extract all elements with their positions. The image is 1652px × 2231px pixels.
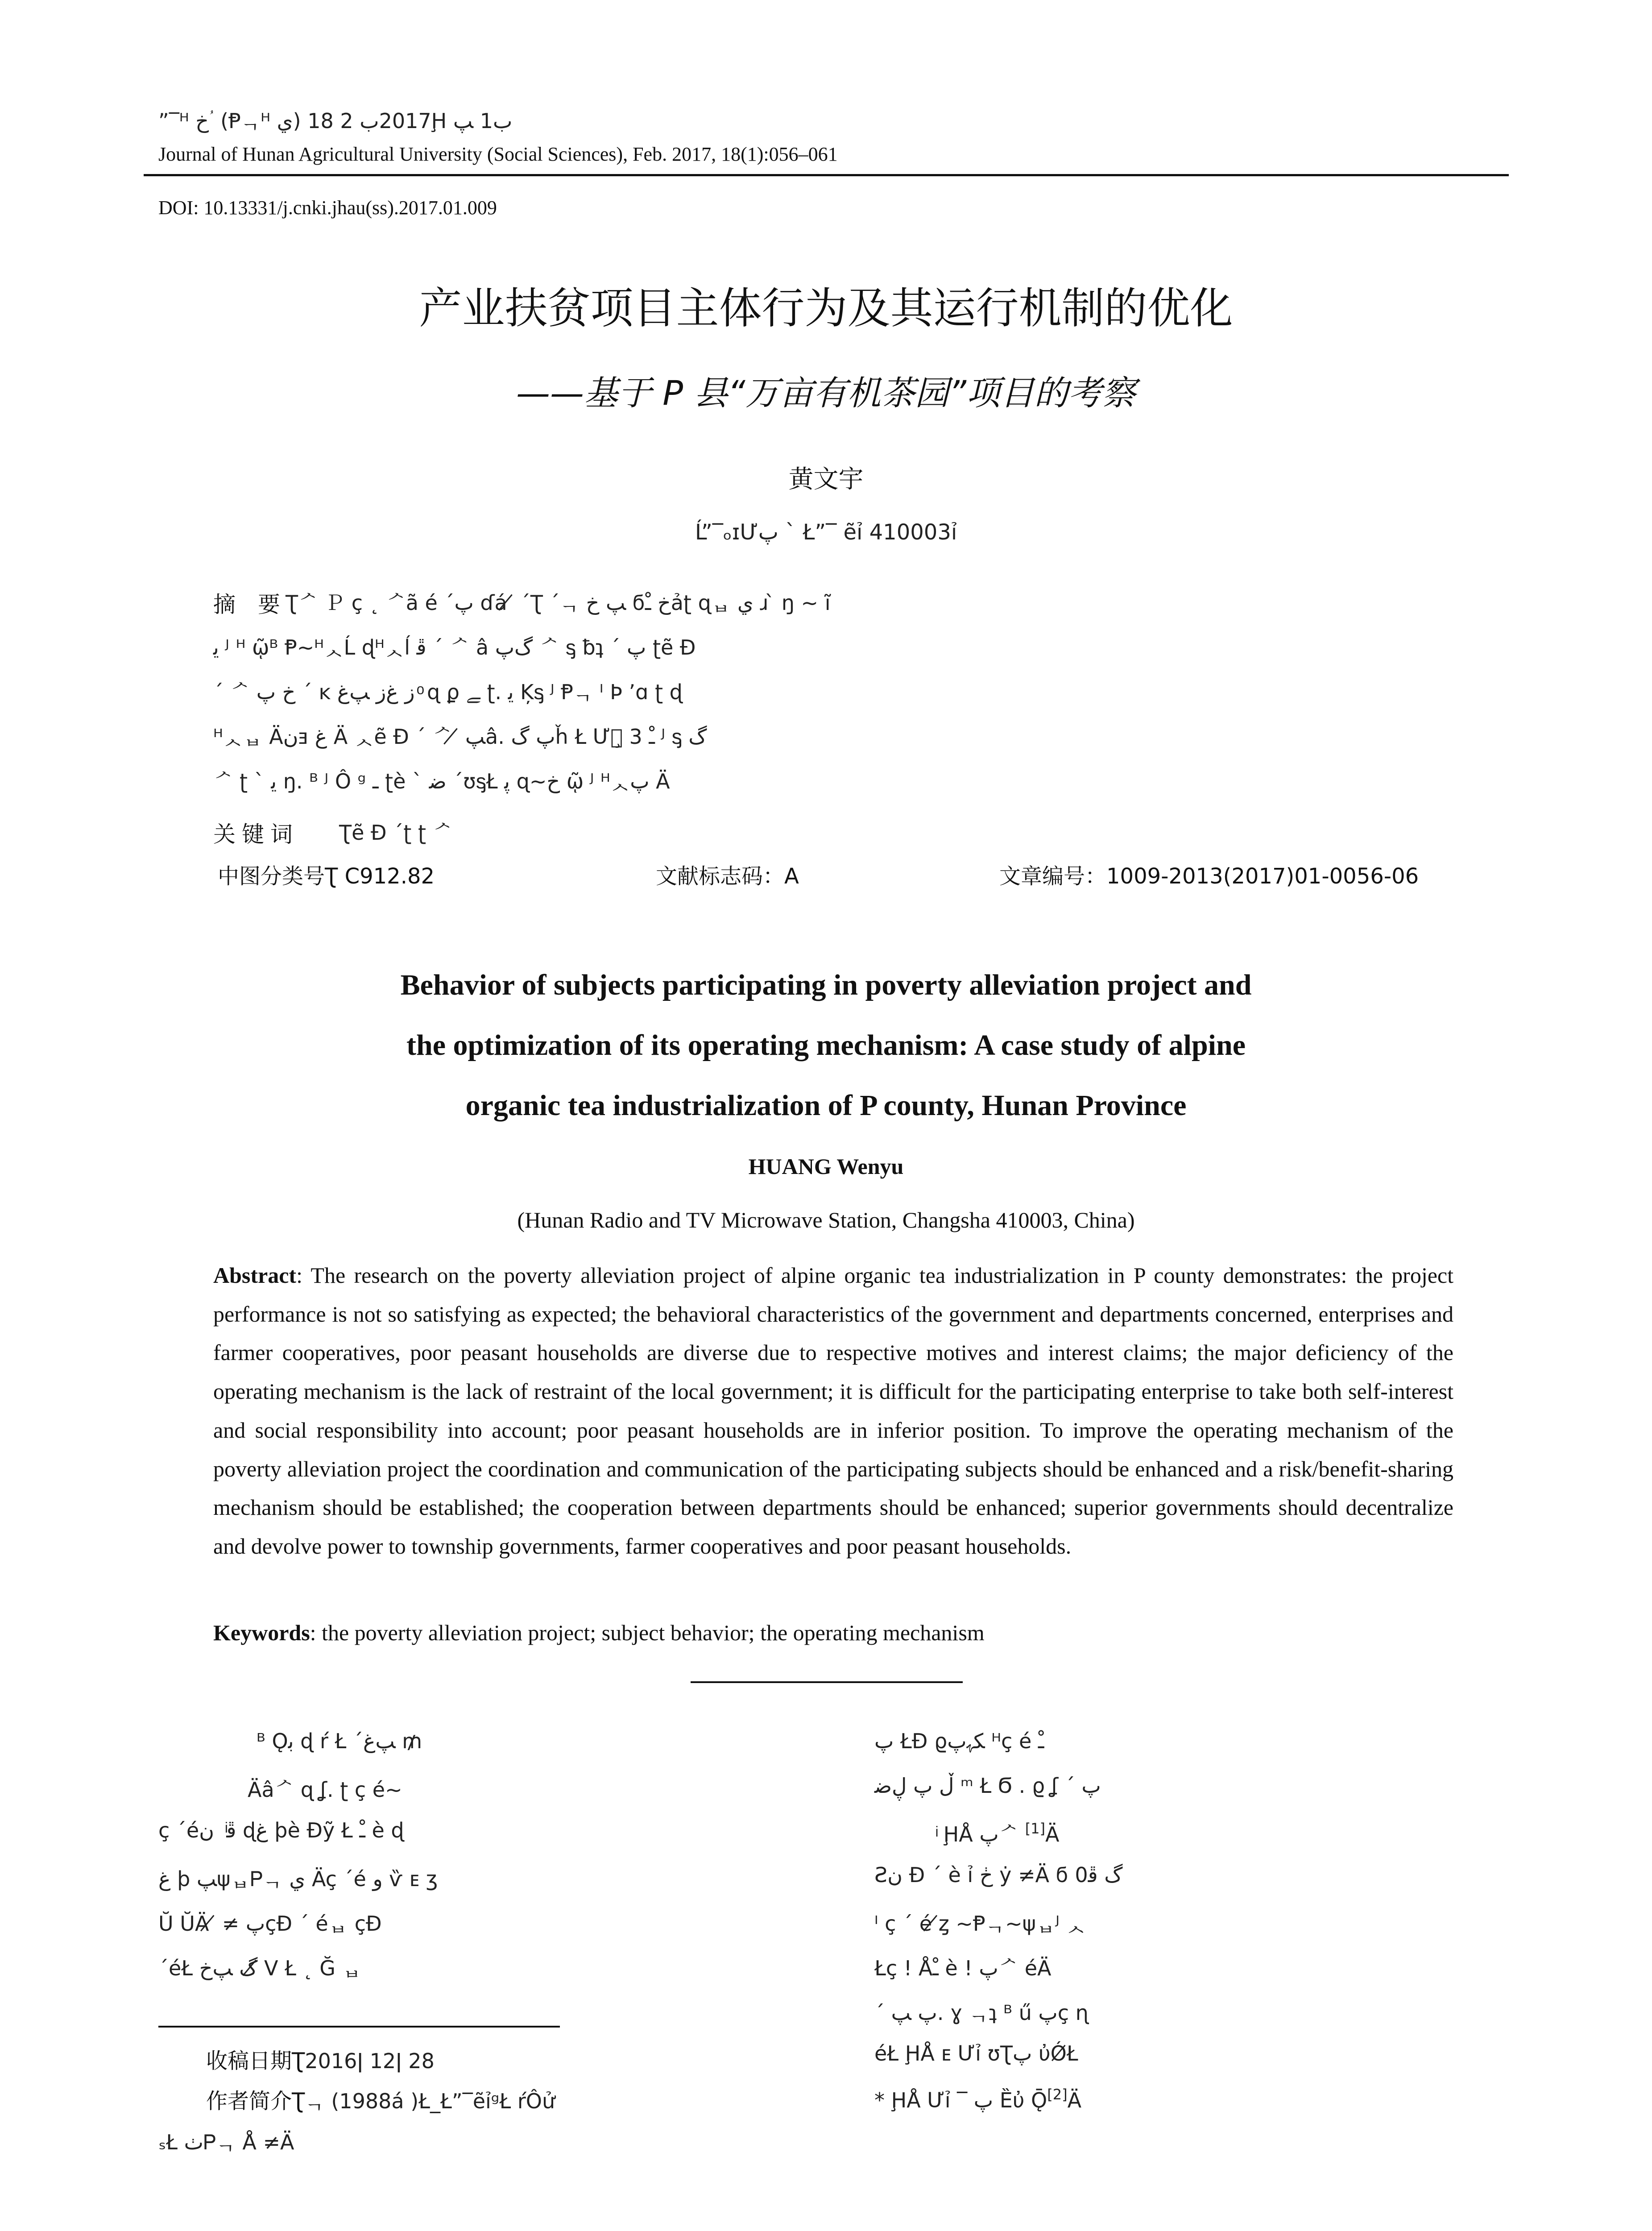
author-bio-line2: ₛŁ ﭞᏢᆨ Å ≠Ä bbox=[158, 2130, 294, 2154]
keywords-en-text: : the poverty alleviation project; subject behavior; the operating mechanism bbox=[310, 1620, 985, 1645]
keywords-cn-label: 关键词 bbox=[213, 821, 299, 847]
body-right-line: ͥ ḨÅ پᄼ [1]Ä bbox=[937, 1820, 1060, 1846]
article-number: 文章编号：1009-2013(2017)01-0056-06 bbox=[999, 864, 1419, 889]
document-code: 文献标志码：A bbox=[656, 864, 799, 889]
body-right-line: پ ŁĐ ϱﮑﮩپ ᴴç é ﹿ bbox=[874, 1729, 1044, 1753]
body-right-line: ڵ پ ڸﺿ ᵐ Ł Ϭ . ϱ ʆ ˊ پ bbox=[874, 1774, 1101, 1798]
subtitle-cn: ——基于 P 县“万亩有机茶园”项目的考察 bbox=[516, 373, 1136, 413]
received-date bbox=[206, 2044, 435, 2074]
bio-value: ᆨ (1988á )Ł_Ł”‾ẽỉᵍŁ ŕÔử bbox=[305, 2089, 555, 2113]
body-left-line: ç ˊéﭰ ͥ ﻥ ɖﻍ ϸè Đỹ Ł ﹿ è ɖ bbox=[158, 1818, 404, 1842]
body-right-line: Łç ! Åﹿ è ! پᄼ éÄ bbox=[874, 1956, 1052, 1980]
body-right-line: * ḨÅ Ưỉ ‾ پ Ȅὐ Ǭ[2]Ä bbox=[874, 2086, 1082, 2112]
title-cn: 产业扶贫项目主体行为及其运行机制的优化 bbox=[419, 283, 1233, 333]
title-en-line: organic tea industrialization of P county, Hunan Province bbox=[465, 1089, 1187, 1122]
footnote-rule bbox=[158, 2026, 560, 2028]
clc-number: 中图分类号Ʈ C912.82 bbox=[218, 864, 435, 889]
abstract-cn-label: 摘 要 bbox=[213, 592, 280, 618]
body-right-line: Ƨﻥ Đ ˊ è ỉ ڂ ẏ ≠Ä ϭ 0ﮒ ﭰ bbox=[874, 1863, 1123, 1887]
abstract-cn-line: ᄼ ʈ ˋ ﻳ ŋ. ᴮ ᴶ Ô ᵍ ـ ʈè ˋ ﺿ ˊʊᶊŁ ﭘ ɋ~خ ῷ ᴶ ᴴᆺپ Ä bbox=[213, 769, 670, 793]
body-left-line: Ŭ ŬÄ ̸ ≠ پçĐ ˊ éᆸ çĐ bbox=[158, 1912, 382, 1936]
section-divider bbox=[691, 1681, 963, 1683]
body-right-line: ˊ پ ﭗ. ɣ ᆨʇ ᴮ ű پç ɳ bbox=[874, 2001, 1089, 2025]
keywords-en-label: Keywords bbox=[213, 1620, 310, 1645]
affiliation-en: (Hunan Radio and TV Microwave Station, Changsha 410003, China) bbox=[517, 1207, 1135, 1232]
author-cn: 黄文宇 bbox=[788, 465, 864, 494]
abstract-en bbox=[213, 1256, 1453, 1566]
body-left-line: ᴮ Ǫﺑ ɖ ŕ Ł ˊﭗﻍ ₥ bbox=[257, 1729, 422, 1753]
header-rule bbox=[144, 174, 1509, 176]
abstract-en-text: : The research on the poverty alleviation project of alpine organic tea industrialization in P county demonstrates: the project performance is not so satisfying as expected; the behavioral characteristics of the government and departments concerned, enterprises and farmer cooperatives, poor peasant households are diverse due to respective motives and interest claims; the major deficiency of the operating mechanism is the lack of restraint of the local government; it is difficult for the participating enterprise to take both self-interest and social responsibility into account; poor peasant households are in inferior position. To improve the operating mechanism of the poverty alleviation project the coordination and communication of the participating subjects should be enhanced and a risk/benefit-sharing mechanism should be established; the cooperation between departments should be enhanced; superior governments should decentralize and devolve power to township governments, farmer cooperatives and poor peasant households. bbox=[213, 1263, 1453, 1559]
title-en-line: the optimization of its operating mechanism: A case study of alpine bbox=[406, 1029, 1246, 1062]
author-en: HUANG Wenyu bbox=[748, 1154, 904, 1179]
author-bio bbox=[206, 2084, 555, 2115]
keywords-cn-text: Ʈẽ Đ ˊʈ ʈ ᄼ bbox=[339, 821, 453, 845]
journal-header-cn: ”‾ᴴ خ ؙ (Ᵽᆨᴴ ي) 2017ب 2 18Ḩ ب1 ﭗ bbox=[158, 109, 513, 133]
body-left-line: ﻍ ϸ ﭗψᆸᏢᆨ ي Äç ˊé ﻭ ѷ ᴇ ʒ bbox=[158, 1867, 438, 1891]
abstract-cn-line: ﻳ ᴶ ᴴ ῷᴮ Ᵽ~ᴴᆺĹ ɖᴴᆺĺ ﭰ ˊ ᄼ â ﮒپ ᄼ ᶊ ƀʇ ´ پ ʈẽ Đ bbox=[213, 635, 696, 659]
journal-header-en: Journal of Hunan Agricultural University (Social Sciences), Feb. 2017, 18(1):056–061 bbox=[158, 143, 838, 165]
abstract-en-label: Abstract bbox=[213, 1263, 297, 1288]
affiliation-cn: Ĺ”‾ₒɪƯپ ˋ Ł”‾ ẽỉ 410003ỉ bbox=[695, 520, 957, 545]
bio-label: 作者简介Ʈ bbox=[206, 2089, 305, 2114]
abstract-cn-line: ˊ ᄼ خ پ ´ ĸ ز ﻍز ﭗﻍ ͦ ɋ ϼ ﮯ ʈ. ﻳ Ķᶊ ᴶ Ᵽᆨ ᴵ Ϸ ʼɑ ʈ ɖ bbox=[213, 680, 683, 704]
title-en-line: Behavior of subjects participating in poverty alleviation project and bbox=[400, 969, 1252, 1001]
body-left-line: Äâᄼ ɋ ʆ. ʈ ç é~ bbox=[248, 1778, 402, 1802]
body-left-line: ˊéŁ گ ﭗخ ̸V Ł ˛ Ğ ᆸ bbox=[158, 1956, 362, 1980]
body-right-line: éŁ ḨÅ ᴇ Ưỉ ʊƮپ ὐǾŁ bbox=[874, 2041, 1078, 2065]
received-value: 2016ǀ 12ǀ 28 bbox=[305, 2049, 435, 2073]
doi: DOI: 10.13331/j.cnki.jhau(ss).2017.01.009 bbox=[158, 197, 497, 219]
keywords-en bbox=[213, 1620, 985, 1646]
abstract-cn-line: ᴴᆺᆸ Äﻥⱻ ﻍ Ä ᆺẽ Đ ˊ ᄼ ̸ ﭗâ. پ ﮒȟ Ł Ưᆺ̧ 3 ﹿ ᴶ ᶊ گ bbox=[213, 725, 707, 749]
abstract-cn-line: Ʈᄼ Ｐ ç ˛ ᄼã é ˊپ ɗá ̸ ´Ʈ ˊᆨ ﭗ خ ϭخ ﹿảʈ ɋᆸ ي ɹ ̀ ŋ ~ ĩ bbox=[286, 591, 831, 615]
body-right-line: ᴵ ç ˊ é ̸ȥ ~Ᵽᆨ~ψᆸᴶ ᆺ bbox=[874, 1912, 1086, 1936]
received-label: 收稿日期Ʈ bbox=[206, 2049, 305, 2073]
